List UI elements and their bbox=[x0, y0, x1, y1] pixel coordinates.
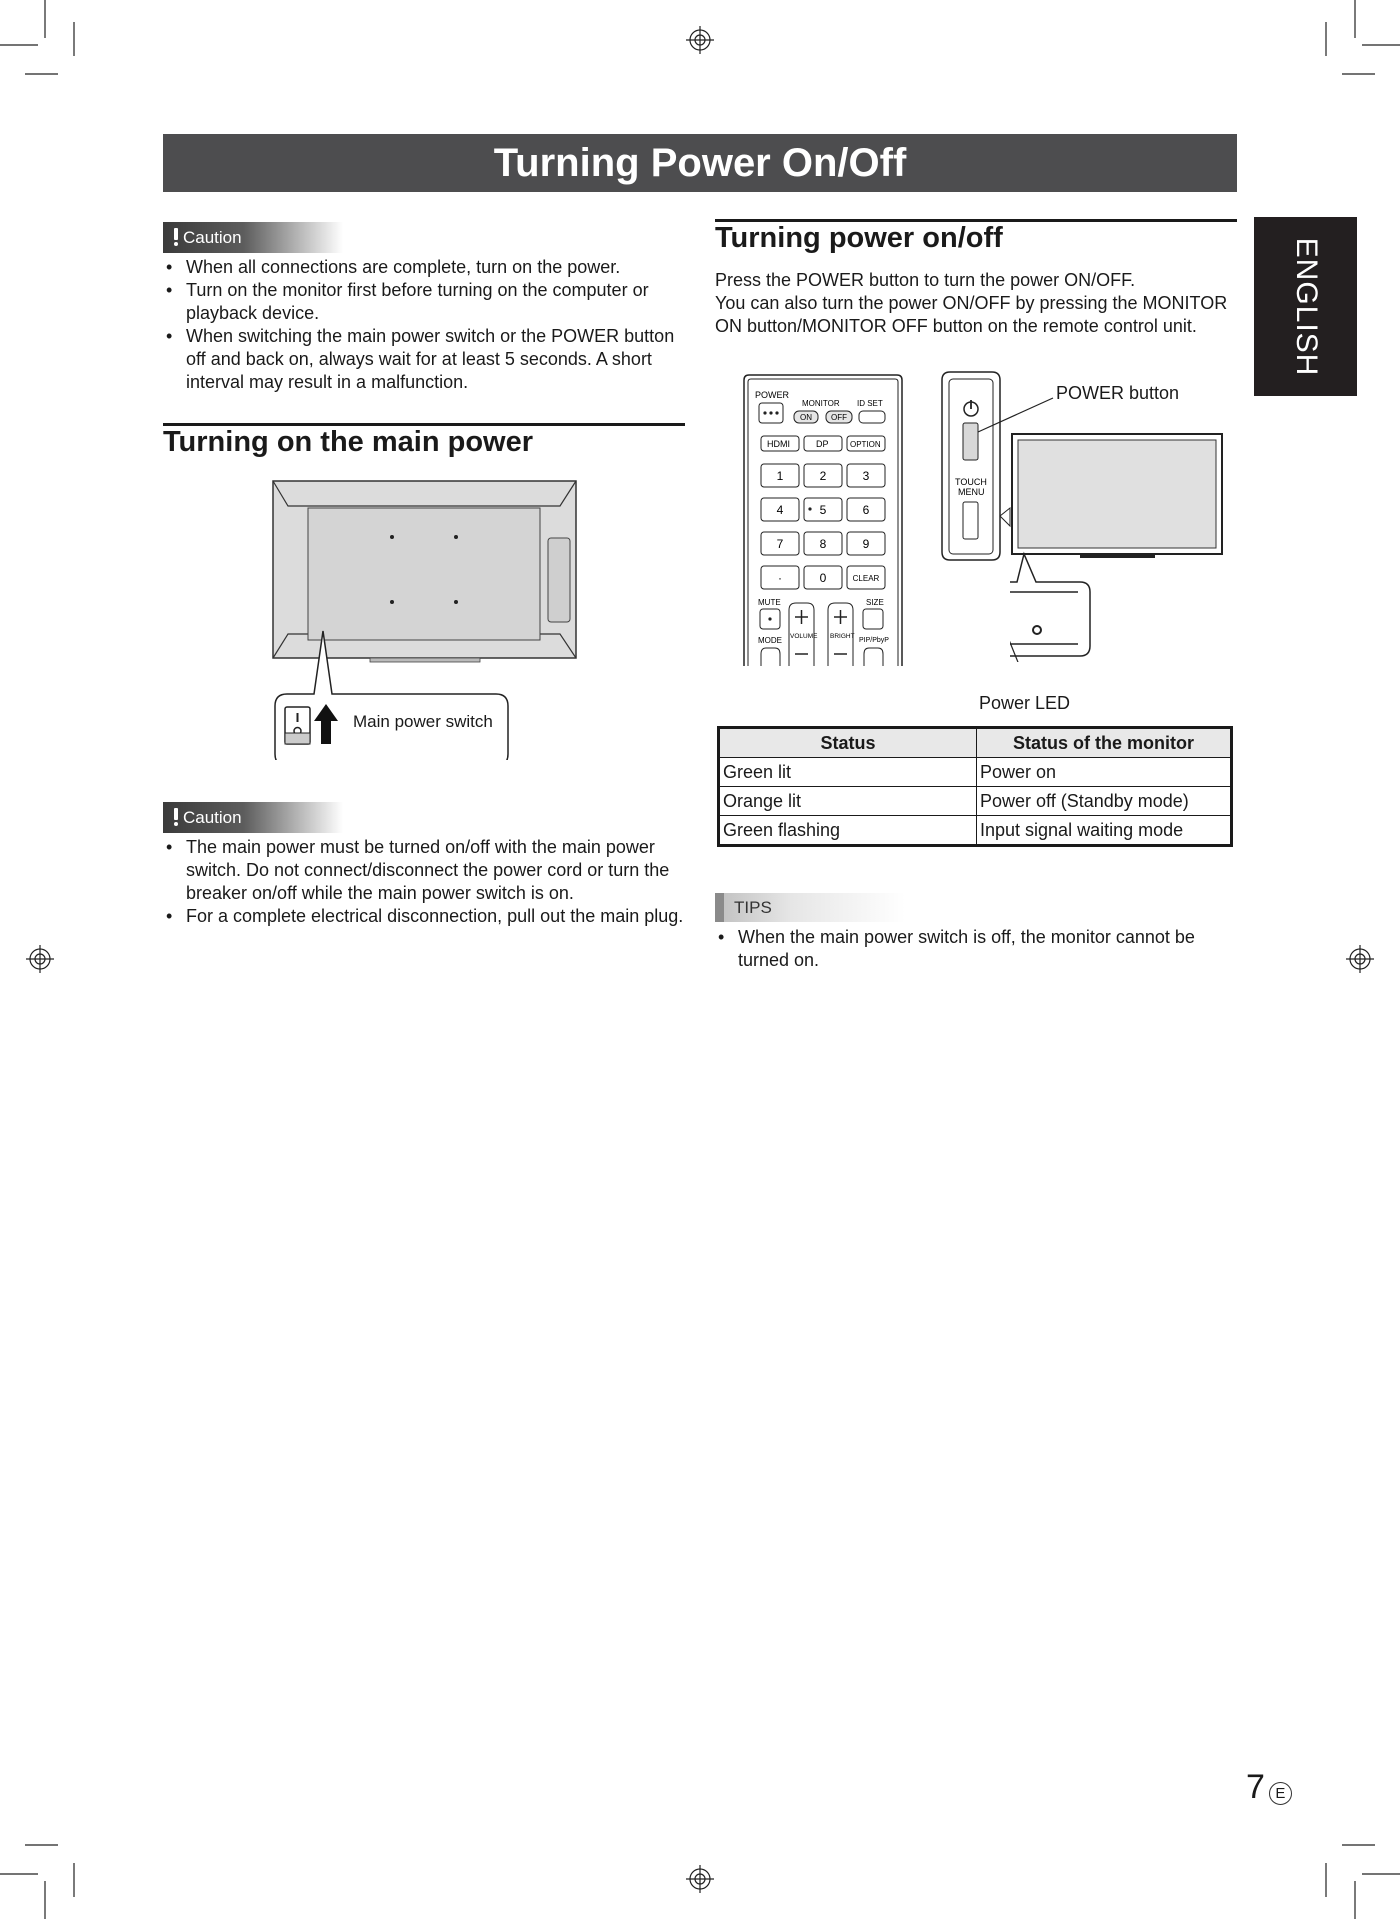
column-header: Status bbox=[720, 729, 977, 758]
remote-on-text: ON bbox=[800, 413, 812, 422]
table-cell: Input signal waiting mode bbox=[977, 816, 1231, 845]
monitor-display-illustration bbox=[1010, 432, 1226, 662]
caution-text: Caution bbox=[183, 228, 242, 247]
table-row bbox=[720, 787, 1231, 816]
intro-line-2: You can also turn the power ON/OFF by pressing the MONITOR ON button/MONITOR OFF button on the remote control unit. bbox=[715, 293, 1228, 336]
remote-key: 4 bbox=[776, 503, 784, 517]
tips-label bbox=[715, 893, 905, 922]
table-cell: Power on bbox=[977, 758, 1231, 787]
table-row bbox=[720, 816, 1231, 845]
remote-key: 0 bbox=[819, 571, 827, 585]
remote-key: 1 bbox=[776, 469, 784, 483]
main-power-heading: Turning on the main power bbox=[163, 426, 534, 458]
page-title-banner: Turning Power On/Off bbox=[163, 134, 1237, 192]
remote-idset-text: ID SET bbox=[857, 399, 883, 408]
table-cell: Power off (Standby mode) bbox=[977, 787, 1231, 816]
table-cell: Green flashing bbox=[720, 816, 977, 845]
remote-key: 2 bbox=[819, 469, 827, 483]
intro-paragraph bbox=[715, 269, 1235, 338]
main-power-switch-label: Main power switch bbox=[353, 712, 493, 731]
table-row bbox=[720, 758, 1231, 787]
list-item: • When switching the main power switch or the POWER button off and back on, always wait for at least 5 seconds. A short interval may result in a malfunction. bbox=[163, 325, 683, 394]
intro-line-1: Press the POWER button to turn the power ON/OFF. bbox=[715, 270, 1136, 290]
remote-key: 9 bbox=[862, 537, 870, 551]
remote-size-text: SIZE bbox=[866, 598, 884, 607]
touch-menu-line-1: TOUCH bbox=[955, 477, 987, 487]
exclamation-icon bbox=[173, 228, 179, 246]
remote-key: CLEAR bbox=[852, 574, 880, 583]
touch-menu-line-2: MENU bbox=[958, 487, 985, 497]
table-header-row bbox=[720, 729, 1231, 758]
remote-monitor-text: MONITOR bbox=[802, 399, 840, 408]
column-header: Status of the monitor bbox=[977, 729, 1231, 758]
page-number bbox=[1246, 1768, 1292, 1807]
caution-list-2 bbox=[163, 836, 688, 928]
list-item: • For a complete electrical disconnection, pull out the main plug. bbox=[163, 905, 688, 928]
remote-key: · bbox=[778, 571, 782, 585]
led-status-table bbox=[719, 728, 1231, 845]
power-led-label: Power LED bbox=[979, 693, 1071, 713]
list-item: • When the main power switch is off, the monitor cannot be turned on. bbox=[715, 926, 1235, 972]
remote-power-text: POWER bbox=[755, 390, 790, 400]
tips-text: TIPS bbox=[734, 898, 772, 917]
remote-control-illustration bbox=[742, 372, 904, 666]
remote-key: 3 bbox=[862, 469, 870, 483]
language-tab bbox=[1254, 217, 1357, 396]
remote-option-text: OPTION bbox=[850, 440, 881, 449]
remote-bright-text: BRIGHT bbox=[830, 633, 855, 640]
tips-list bbox=[715, 926, 1235, 972]
caution-list-1 bbox=[163, 256, 683, 394]
power-onoff-heading: Turning power on/off bbox=[715, 222, 1003, 254]
remote-volume-text: VOLUME bbox=[790, 633, 818, 640]
list-item: • The main power must be turned on/off with the main power switch. Do not connect/disconnect the power cord or turn the breaker on/off while the main power switch is on. bbox=[163, 836, 688, 905]
power-button-label: POWER button bbox=[1056, 383, 1180, 403]
remote-mute-text: MUTE bbox=[758, 598, 781, 607]
list-item: • When all connections are complete, turn on the power. bbox=[163, 256, 683, 279]
table-cell: Orange lit bbox=[720, 787, 977, 816]
language-tab-label: ENGLISH bbox=[1289, 237, 1323, 376]
remote-key: 7 bbox=[776, 537, 784, 551]
caution-text: Caution bbox=[183, 808, 242, 827]
page-suffix-badge: E bbox=[1269, 1782, 1292, 1805]
remote-off-text: OFF bbox=[831, 413, 847, 422]
table-cell: Green lit bbox=[720, 758, 977, 787]
remote-key: 8 bbox=[819, 537, 827, 551]
caution-label-1 bbox=[163, 222, 343, 253]
remote-pip-text: PIP/PbyP bbox=[859, 637, 889, 644]
remote-key: 6 bbox=[862, 503, 870, 517]
page-number-value: 7 bbox=[1246, 1768, 1265, 1806]
caution-label-2 bbox=[163, 802, 343, 833]
remote-key: 5 bbox=[819, 503, 827, 517]
exclamation-icon bbox=[173, 808, 179, 826]
list-item: • Turn on the monitor first before turning on the computer or playback device. bbox=[163, 279, 683, 325]
remote-dp-text: DP bbox=[816, 439, 829, 449]
remote-hdmi-text: HDMI bbox=[767, 439, 790, 449]
remote-mode-text: MODE bbox=[758, 636, 782, 645]
